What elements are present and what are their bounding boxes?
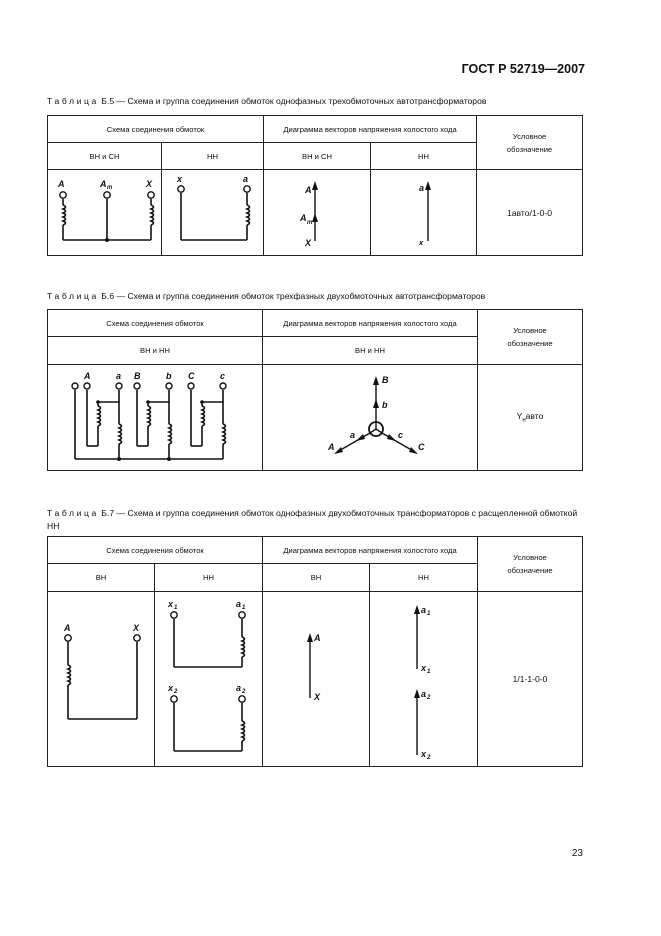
- scheme-lv-cell: [162, 170, 264, 256]
- label-B: B: [133, 370, 140, 381]
- header-designation-text: Условное обозначение: [506, 131, 553, 154]
- label-a: a: [115, 370, 121, 381]
- subheader-vector-lv: НН: [371, 143, 477, 170]
- vec-label-A: A: [327, 441, 334, 452]
- label-c: c: [219, 370, 225, 381]
- scheme-lv-split-cell: [155, 592, 263, 767]
- vector-hv-cell: [263, 592, 370, 767]
- designation-main: Y: [516, 411, 523, 422]
- hv-winding-diagram: [49, 593, 154, 765]
- table-b7-caption: [47, 507, 582, 533]
- vec-label-x1-sub: 1: [426, 669, 430, 675]
- label-A: A: [83, 370, 90, 381]
- label-X: X: [145, 178, 152, 189]
- header-designation: [477, 116, 583, 170]
- subheader-scheme-hv: ВН: [48, 564, 155, 592]
- subheader-scheme-hv-mv: ВН и СН: [48, 143, 162, 170]
- three-phase-autotransformer-diagram: [49, 366, 262, 470]
- designation-b6: [478, 365, 583, 471]
- caption-word: Таблица: [47, 291, 99, 301]
- caption-word: Таблица: [47, 96, 99, 106]
- table-b5-caption: [47, 95, 582, 108]
- subheader-scheme-hv-lv: ВН и НН: [48, 337, 263, 365]
- vector-lv-split-cell: [370, 592, 478, 767]
- vector-hv-mv-cell: [264, 170, 371, 256]
- vec-label-a2-sub: 2: [426, 695, 430, 701]
- vector-three-phase-cell: [263, 365, 478, 471]
- vec-label-A: A: [304, 184, 312, 195]
- table-b6: [47, 309, 583, 471]
- standard-header: ГОСТ Р 52719—2007: [461, 62, 585, 76]
- star-vector-diagram: [264, 366, 477, 470]
- designation-b5: 1авто/1-0-0: [477, 170, 583, 256]
- label-x1: x: [167, 599, 173, 609]
- label-X: X: [132, 623, 139, 633]
- vec-label-a: a: [418, 182, 424, 193]
- vec-label-x1: x: [420, 663, 426, 673]
- header-scheme: Схема соединения обмоток: [48, 310, 263, 337]
- vec-label-x: x: [418, 237, 423, 247]
- designation-rest: авто: [525, 411, 544, 422]
- vec-label-x2-sub: 2: [426, 755, 430, 761]
- label-x: x: [176, 173, 182, 184]
- vec-label-a1: a: [420, 605, 426, 615]
- vector-diagram-hv-mv: [265, 171, 370, 255]
- vec-label-Am-sub: m: [306, 219, 312, 226]
- header-designation-text: Условное обозначение: [507, 553, 553, 575]
- label-a2: a: [235, 683, 241, 693]
- header-vector-diagram: Диаграмма векторов напряжения холостого хода: [264, 116, 477, 143]
- vec-label-x2: x: [420, 749, 426, 759]
- header-scheme: Схема соединения обмоток: [48, 537, 263, 564]
- vec-label-c: c: [397, 429, 403, 440]
- label-b: b: [165, 370, 171, 381]
- label-a: a: [242, 173, 248, 184]
- caption-text: Б.7 — Схема и группа соединения обмоток однофазных двухобмоточных трансформаторов с расщепленной обмоткой НН: [47, 508, 578, 531]
- vec-label-X: X: [304, 237, 311, 248]
- header-designation-text: Условное обозначение: [507, 326, 553, 348]
- label-Am-sub: m: [106, 184, 112, 191]
- label-C: C: [187, 370, 194, 381]
- caption-word: Таблица: [47, 508, 99, 518]
- caption-text: Б.6 — Схема и группа соединения обмоток трехфазных двухобмоточных автотрансформаторов: [98, 291, 486, 301]
- label-a2-sub: 2: [241, 689, 245, 695]
- label-x2: x: [167, 683, 173, 693]
- label-x1-sub: 1: [173, 605, 177, 611]
- subheader-vector-hv: ВН: [263, 564, 370, 592]
- vector-diagram-lv: [372, 171, 476, 255]
- lv-winding-diagram: [163, 171, 263, 255]
- table-b7: [47, 536, 583, 767]
- scheme-three-phase-cell: [48, 365, 263, 471]
- table-b5: [47, 115, 583, 256]
- header-vector-diagram: Диаграмма векторов напряжения холостого хода: [263, 310, 478, 337]
- vec-label-a1-sub: 1: [426, 611, 430, 617]
- subheader-vector-lv: НН: [370, 564, 478, 592]
- vec-label-X: X: [313, 692, 320, 702]
- scheme-hv-mv-cell: [48, 170, 162, 256]
- designation-b7: 1/1-1-0-0: [478, 592, 583, 767]
- subheader-scheme-lv: НН: [155, 564, 263, 592]
- scheme-hv-cell: [48, 592, 155, 767]
- vec-label-Am: A: [299, 212, 307, 223]
- subheader-vector-hv-lv: ВН и НН: [263, 337, 478, 365]
- subheader-scheme-lv: НН: [162, 143, 264, 170]
- vector-diagram-split-lv: [371, 593, 477, 765]
- label-x2-sub: 2: [173, 689, 177, 695]
- header-designation: [478, 537, 583, 592]
- label-A: A: [57, 178, 64, 189]
- label-Am: A: [99, 178, 106, 189]
- vec-label-a: a: [349, 429, 355, 440]
- caption-text: Б.5 — Схема и группа соединения обмоток однофазных трехобмоточных автотрансформаторов: [98, 96, 487, 106]
- header-vector-diagram: Диаграмма векторов напряжения холостого хода: [263, 537, 478, 564]
- subheader-vector-hv-mv: ВН и СН: [264, 143, 371, 170]
- label-A: A: [63, 623, 70, 633]
- vector-lv-cell: [371, 170, 477, 256]
- designation-sub: н: [522, 417, 526, 424]
- vec-label-A: A: [313, 633, 321, 643]
- header-scheme: Схема соединения обмоток: [48, 116, 264, 143]
- label-a1: a: [235, 599, 241, 609]
- vector-diagram-hv: [264, 593, 369, 765]
- vec-label-b: b: [381, 399, 387, 410]
- vec-label-a2: a: [420, 689, 426, 699]
- page-number: 23: [571, 848, 583, 859]
- header-designation: [478, 310, 583, 365]
- vec-label-C: C: [417, 441, 424, 452]
- vec-label-B: B: [381, 374, 388, 385]
- split-lv-winding-diagram: [156, 593, 262, 765]
- autotransformer-winding-diagram: [49, 171, 161, 255]
- table-b6-caption: [47, 290, 582, 303]
- label-a1-sub: 1: [241, 605, 245, 611]
